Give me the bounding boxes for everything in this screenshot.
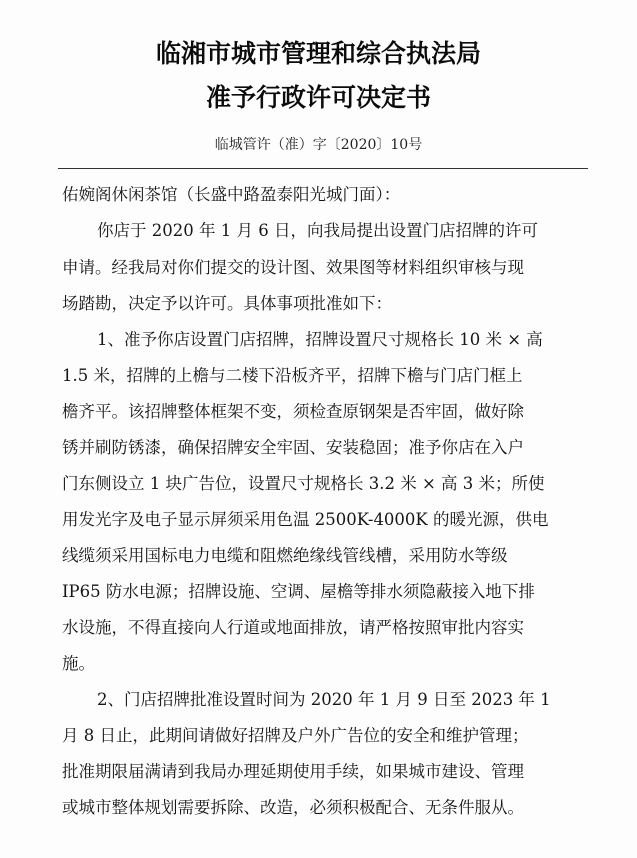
document-number: 临城管许（准）字〔2020〕10号 [214,137,423,153]
body-line: 施。 [62,654,95,673]
body-line: 水设施，不得直接向人行道或地面排放，请严格按照审批内容实 [62,618,524,637]
body-line: 1.5 米，招牌的上檐与二楼下沿板齐平，招牌下檐与门店门框上 [62,366,523,385]
body-line: 2、门店招牌批准设置时间为 2020 年 1 月 9 日至 2023 年 1 [97,690,551,709]
body-line: 檐齐平。该招牌整体框架不变，须检查原钢架是否牢固，做好除 [62,402,524,421]
body-line: 申请。经我局对你们提交的设计图、效果图等材料组织审核与现 [62,258,524,277]
document-title-decision: 准予行政许可决定书 [205,83,431,112]
body-line: 1、准予你店设置门店招牌，招牌设置尺寸规格长 10 米 × 高 [97,330,543,349]
body-line: 用发光字及电子显示屏须采用色温 2500K-4000K 的暖光源，供电 [62,510,549,529]
body-line: 场踏勘，决定予以许可。具体事项批准如下： [62,294,392,313]
body-line: 或城市整体规划需要拆除、改造，必须积极配合、无条件服从。 [62,798,524,817]
body-line: 批准期限届满请到我局办理延期使用手续，如果城市建设、管理 [62,762,524,781]
body-line: 锈并刷防锈漆，确保招牌安全牢固、安装稳固；准予你店在入户 [62,438,524,457]
header-divider [58,168,588,169]
body-line: 门东侧设立 1 块广告位，设置尺寸规格长 3.2 米 × 高 3 米；所使 [62,474,545,493]
addressee-line: 佑婉阁休闲茶馆（长盛中路盈泰阳光城门面）： [62,185,401,204]
body-line: IP65 防水电源；招牌设施、空调、屋檐等排水须隐蔽接入地下排 [62,582,535,601]
body-line: 线缆须采用国标电力电缆和阻燃绝缘线管线槽，采用防水等级 [62,546,508,565]
document-title-agency: 临湘市城市管理和综合执法局 [155,39,481,68]
body-line: 月 8 日止，此期间请做好招牌及户外广告位的安全和维护管理； [62,726,529,745]
body-line: 你店于 2020 年 1 月 6 日，向我局提出设置门店招牌的许可 [97,221,538,240]
